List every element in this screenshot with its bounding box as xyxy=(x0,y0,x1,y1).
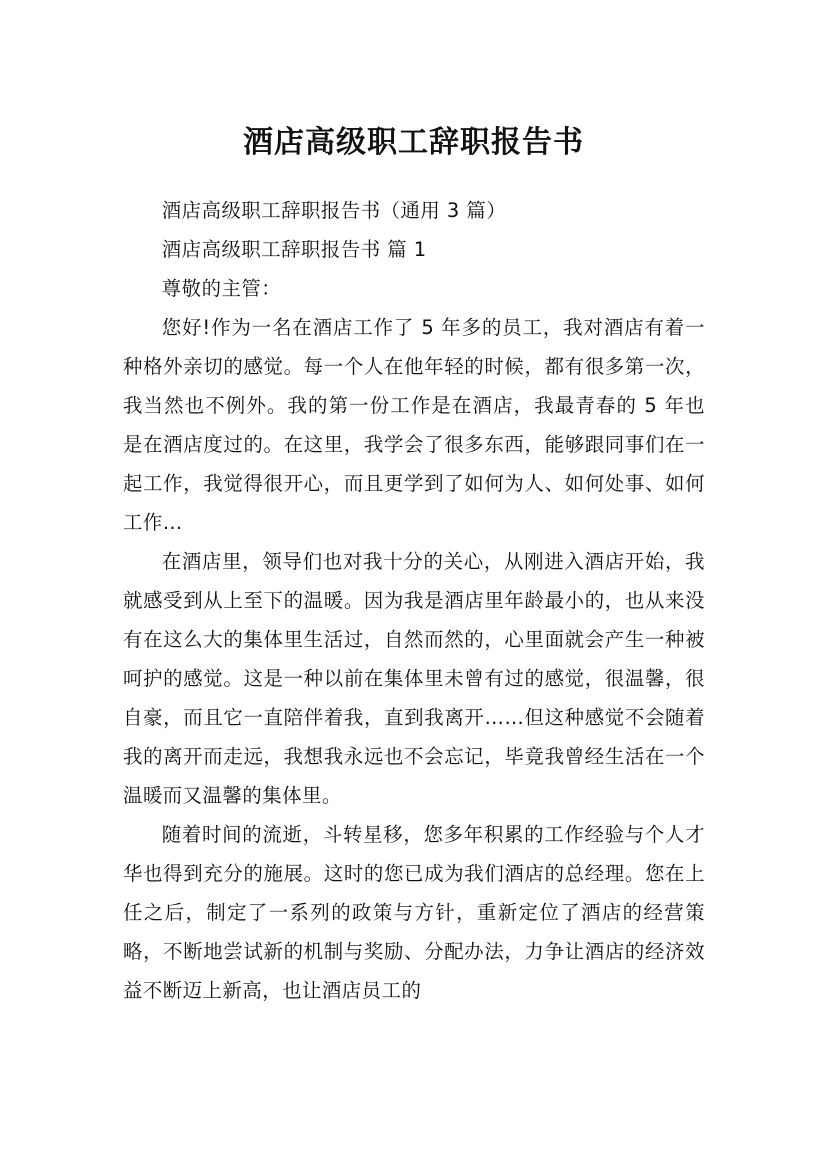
subtitle-paragraph: 酒店高级职工辞职报告书（通用 3 篇） xyxy=(161,199,507,222)
section-heading: 酒店高级职工辞职报告书 篇 1 xyxy=(161,238,427,261)
document-title: 酒店高级职工辞职报告书 xyxy=(243,125,584,161)
body-paragraph: 您好!作为一名在酒店工作了 5 年多的员工，我对酒店有着一种格外亲切的感觉。每一个人在他年轻的时候，都有很多第一次，我当然也不例外。我的第一份工作是在酒店，我最青春的 5 年也是在酒店度过的。在这里，我学会了很多东西，能够跟同事们在一起工作，我觉得很开心，而且更学到了如何为人、如何处事、如何工作… xyxy=(123,316,705,534)
body-paragraph: 在酒店里，领导们也对我十分的关心，从刚进入酒店开始，我就感受到从上至下的温暖。因为我是酒店里年龄最小的，也从来没有在这么大的集体里生活过，自然而然的，心里面就会产生一种被呵护的感觉。这是一种以前在集体里未曾有过的感觉，很温馨，很自豪，而且它一直陪伴着我，直到我离开……但这种感觉不会随着我的离开而走远，我想我永远也不会忘记，毕竟我曾经生活在一个温暖而又温馨的集体里。 xyxy=(123,550,705,807)
document-body xyxy=(123,191,705,1010)
salutation: 尊敬的主管： xyxy=(161,277,282,300)
body-paragraph: 随着时间的流逝，斗转星移，您多年积累的工作经验与个人才华也得到充分的施展。这时的您已成为我们酒店的总经理。您在上任之后，制定了一系列的政策与方针，重新定位了酒店的经营策略，不断地尝试新的机制与奖励、分配办法，力争让酒店的经济效益不断迈上新高，也让酒店员工的 xyxy=(123,823,705,1002)
